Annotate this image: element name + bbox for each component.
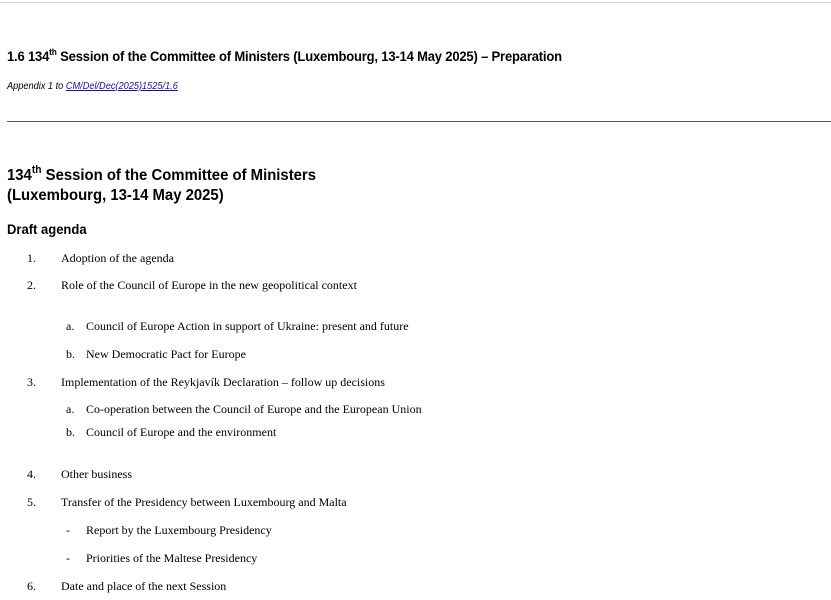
item-number: 5. xyxy=(27,495,36,509)
appendix-reference xyxy=(7,81,178,92)
sub-item-letter: b. xyxy=(66,347,75,361)
sub-item-letter: a. xyxy=(66,402,75,416)
item-text: Role of the Council of Europe in the new geopolitical context xyxy=(61,278,357,292)
agenda-item-2a xyxy=(66,319,409,334)
item-text: Date and place of the next Session xyxy=(61,579,227,593)
item-text: Adoption of the agenda xyxy=(61,251,174,265)
sub-item-text: Co-operation between the Council of Europe and the European Union xyxy=(86,402,422,416)
title-line2: (Luxembourg, 13-14 May 2025) xyxy=(7,187,224,204)
agenda-item-2b xyxy=(66,347,246,362)
sub-item-dash: - xyxy=(66,523,70,537)
sub-item-letter: a. xyxy=(66,319,75,333)
agenda-item-5-priorities xyxy=(66,551,258,566)
title-ordinal: 134 xyxy=(7,167,32,184)
item-number: 2. xyxy=(27,278,36,292)
item-number: 6. xyxy=(27,579,36,593)
agenda-item-1 xyxy=(27,251,174,266)
agenda-heading: Draft agenda xyxy=(7,221,87,237)
section-number: 1.6 xyxy=(7,48,25,64)
sub-item-text: Council of Europe Action in support of Ukraine: present and future xyxy=(86,319,409,333)
item-number: 4. xyxy=(27,467,36,481)
sub-item-dash: - xyxy=(66,551,70,565)
item-text: Implementation of the Reykjavík Declaration – follow up decisions xyxy=(61,375,385,389)
title-line1: Session of the Committee of Ministers xyxy=(45,167,317,184)
section-heading xyxy=(7,48,562,64)
agenda-item-5 xyxy=(27,495,347,510)
agenda-item-6 xyxy=(27,579,227,594)
item-number: 3. xyxy=(27,375,36,389)
sub-item-letter: b. xyxy=(66,425,75,439)
item-text: Transfer of the Presidency between Luxembourg and Malta xyxy=(61,495,347,509)
clipped-previous-content xyxy=(0,0,831,5)
agenda-item-2 xyxy=(27,278,357,293)
section-title-text: Session of the Committee of Ministers (Luxembourg, 13-14 May 2025) – Preparation xyxy=(60,48,562,64)
sub-item-text: Priorities of the Maltese Presidency xyxy=(86,551,258,565)
agenda-item-4 xyxy=(27,467,132,482)
item-number: 1. xyxy=(27,251,36,265)
agenda-item-3a xyxy=(66,402,422,417)
sub-item-text: Council of Europe and the environment xyxy=(86,425,277,439)
agenda-item-3b xyxy=(66,425,277,440)
item-text: Other business xyxy=(61,467,132,481)
section-ordinal: 134 xyxy=(27,48,50,64)
sub-item-text: New Democratic Pact for Europe xyxy=(86,347,246,361)
agenda-item-3 xyxy=(27,375,385,390)
agenda-item-5-report xyxy=(66,523,272,538)
appendix-prefix: Appendix 1 to xyxy=(7,81,64,92)
sub-item-text: Report by the Luxembourg Presidency xyxy=(86,523,272,537)
decision-link[interactable]: CM/Del/Dec(2025)1525/1.6 xyxy=(65,81,178,92)
page-edge xyxy=(0,2,831,3)
title-ordinal-suffix: th xyxy=(31,164,42,176)
section-ordinal-suffix: th xyxy=(49,47,57,57)
horizontal-rule xyxy=(7,121,831,122)
document-title xyxy=(7,166,316,206)
